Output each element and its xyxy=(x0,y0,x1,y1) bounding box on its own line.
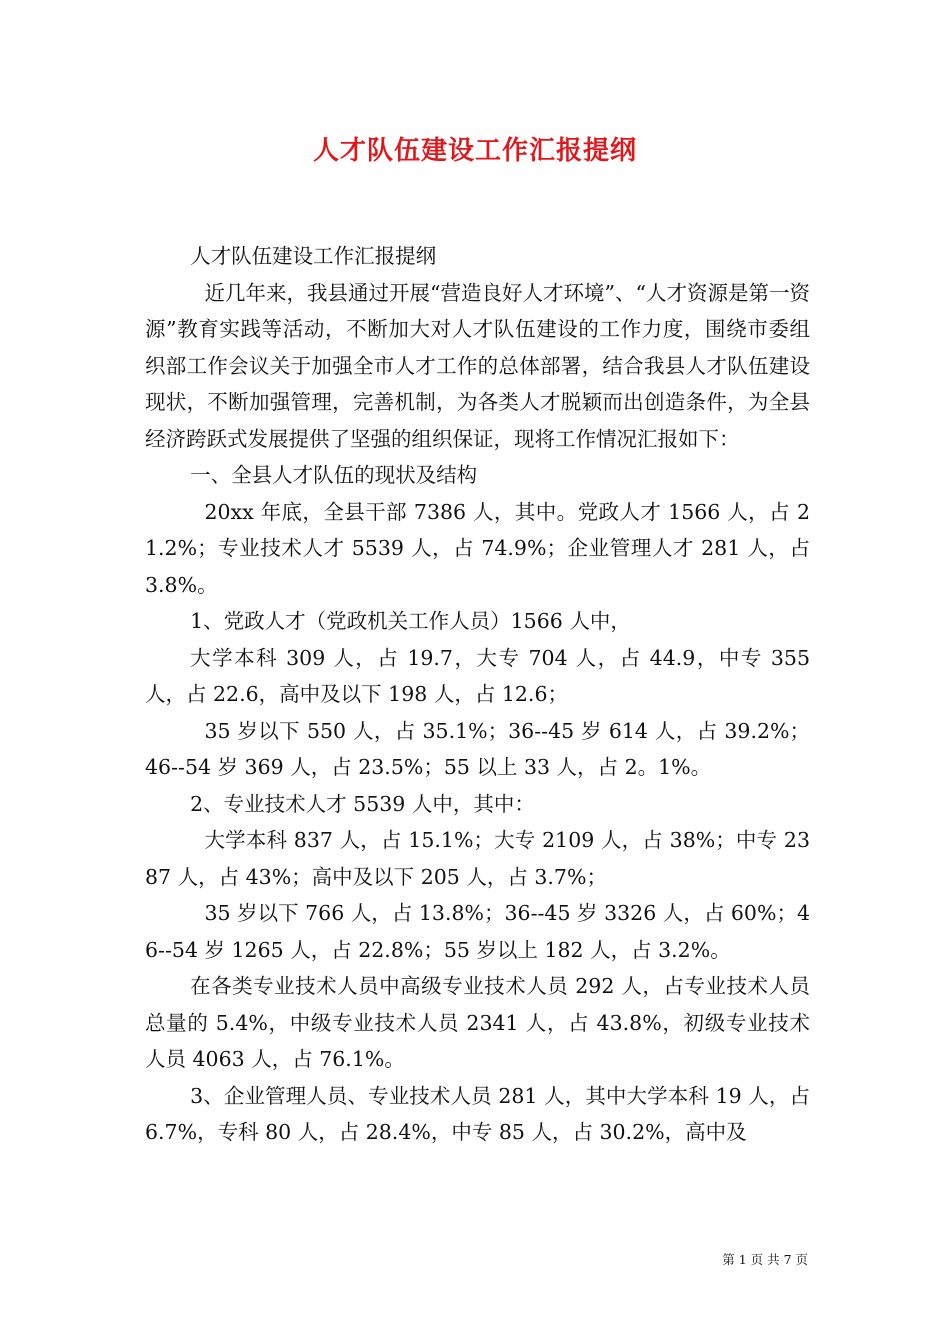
paragraph-tech-education: 大学本科 837 人，占 15.1%；大专 2109 人，占 38%；中专 2387 人，占 43%；高中及以下 205 人，占 3.7%； xyxy=(145,828,810,889)
paragraph-party-education: 大学本科 309 人，占 19.7，大专 704 人，占 44.9，中专 355 人，占 22.6，高中及以下 198 人，占 12.6； xyxy=(145,645,810,706)
page-number: 第 1 页 共 7 页 xyxy=(722,1252,808,1267)
paragraph-intro: 近几年来，我县通过开展“营造良好人才环境”、“人才资源是第一资源”教育实践等活动，不断加大对人才队伍建设的工作力度，围绕市委组织部工作会议关于加强全市人才工作的总体部署，结合我县人才队伍建设现状，不断加强管理，完善机制，为各类人才脱颖而出创造条件，为全县经济跨跃式发展提供了坚强的组织保证，现将工作情况汇报如下： xyxy=(145,280,810,451)
section-heading-1: 一、全县人才队伍的现状及结构 xyxy=(190,463,478,487)
paragraph-overview: 20xx 年底，全县干部 7386 人，其中。党政人才 1566 人，占 21.2%；专业技术人才 5539 人，占 74.9%；企业管理人才 281 人，占 3.8%。 xyxy=(145,499,810,597)
subsection-heading-3: 3、企业管理人员、专业技术人员 281 人，其中大学本科 19 人，占 6.7%，专科 80 人，占 28.4%，中专 85 人，占 30.2%，高中及 xyxy=(145,1083,810,1144)
paragraph-tech-age: 35 岁以下 766 人，占 13.8%；36--45 岁 3326 人，占 60%；46--54 岁 1265 人，占 22.8%；55 岁以上 182 人，占 3.2%。 xyxy=(145,901,810,962)
subsection-heading-1: 1、党政人才（党政机关工作人员）1566 人中， xyxy=(190,609,631,633)
paragraph-subtitle: 人才队伍建设工作汇报提纲 xyxy=(190,244,437,268)
paragraph-tech-levels: 在各类专业技术人员中高级专业技术人员 292 人，占专业技术人员总量的 5.4%，中级专业技术人员 2341 人，占 43.8%，初级专业技术人员 4063 人，占 76.1%。 xyxy=(145,974,810,1071)
document-title: 人才队伍建设工作汇报提纲 xyxy=(312,136,637,166)
document-body xyxy=(145,238,810,1151)
subsection-heading-2: 2、专业技术人才 5539 人中，其中： xyxy=(190,791,535,816)
paragraph-party-age: 35 岁以下 550 人，占 35.1%；36--45 岁 614 人，占 39.2%；46--54 岁 369 人，占 23.5%；55 以上 33 人，占 2。1%。 xyxy=(145,718,810,779)
